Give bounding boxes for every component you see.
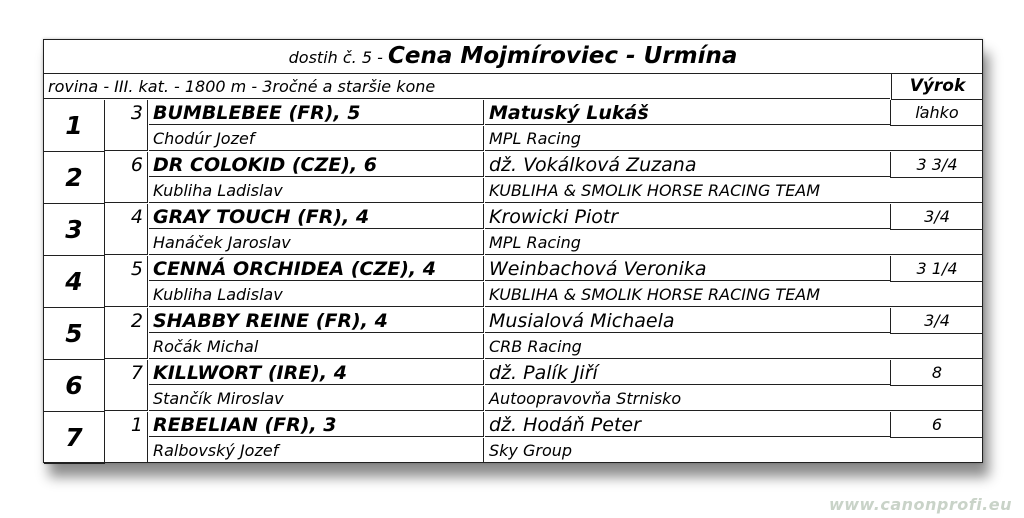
owner-name: Autoopravovňa Strnisko bbox=[485, 386, 982, 411]
jockey-name: Matuský Lukáš bbox=[485, 100, 890, 125]
race-name: Cena Mojmíroviec - Urmína bbox=[387, 43, 738, 69]
owner-name: KUBLIHA & SMOLIK HORSE RACING TEAM bbox=[485, 282, 982, 307]
place-number: 1 bbox=[44, 100, 105, 152]
result-margin: 3 3/4 bbox=[890, 152, 983, 178]
result-row bbox=[44, 204, 982, 256]
place-number: 5 bbox=[44, 308, 105, 360]
start-number: 5 bbox=[105, 256, 148, 307]
results-card bbox=[43, 39, 983, 463]
result-row bbox=[44, 412, 982, 464]
start-number: 2 bbox=[105, 308, 148, 359]
trainer-name: Stančík Miroslav bbox=[149, 386, 484, 411]
horse-name: DR COLOKID (CZE), 6 bbox=[149, 152, 484, 177]
start-number: 4 bbox=[105, 204, 148, 255]
start-number: 1 bbox=[105, 412, 148, 463]
race-conditions: rovina - III. kat. - 1800 m - 3ročné a staršie kone bbox=[44, 74, 890, 99]
result-row bbox=[44, 308, 982, 360]
trainer-name: Chodúr Jozef bbox=[149, 126, 484, 151]
start-number: 7 bbox=[105, 360, 148, 411]
horse-name: GRAY TOUCH (FR), 4 bbox=[149, 204, 484, 229]
result-row bbox=[44, 360, 982, 412]
jockey-name: dž. Vokálková Zuzana bbox=[485, 152, 890, 177]
jockey-name: Musialová Michaela bbox=[485, 308, 890, 333]
jockey-name: Weinbachová Veronika bbox=[485, 256, 890, 281]
jockey-name: dž. Palík Jiří bbox=[485, 360, 890, 385]
owner-name: CRB Racing bbox=[485, 334, 982, 359]
jockey-name: dž. Hodáň Peter bbox=[485, 412, 890, 437]
result-row bbox=[44, 256, 982, 308]
place-number: 6 bbox=[44, 360, 105, 412]
result-column-header: Výrok bbox=[891, 74, 983, 100]
result-margin: 3/4 bbox=[890, 308, 983, 334]
trainer-name: Ralbovský Jozef bbox=[149, 438, 484, 463]
place-number: 2 bbox=[44, 152, 105, 204]
result-margin: 3/4 bbox=[890, 204, 983, 230]
result-margin: ľahko bbox=[890, 100, 983, 126]
owner-name: Sky Group bbox=[485, 438, 982, 463]
race-number: dostih č. 5 - bbox=[288, 48, 388, 67]
result-margin: 8 bbox=[890, 360, 983, 386]
trainer-name: Kubliha Ladislav bbox=[149, 178, 484, 203]
horse-name: SHABBY REINE (FR), 4 bbox=[149, 308, 484, 333]
trainer-name: Ročák Michal bbox=[149, 334, 484, 359]
watermark: www.canonprofi.eu bbox=[828, 495, 1012, 514]
result-row bbox=[44, 152, 982, 204]
place-number: 4 bbox=[44, 256, 105, 308]
trainer-name: Hanáček Jaroslav bbox=[149, 230, 484, 255]
trainer-name: Kubliha Ladislav bbox=[149, 282, 484, 307]
owner-name: KUBLIHA & SMOLIK HORSE RACING TEAM bbox=[485, 178, 982, 203]
result-row bbox=[44, 100, 982, 152]
race-title bbox=[44, 40, 982, 74]
owner-name: MPL Racing bbox=[485, 230, 982, 255]
place-number: 7 bbox=[44, 412, 105, 464]
jockey-name: Krowicki Piotr bbox=[485, 204, 890, 229]
place-number: 3 bbox=[44, 204, 105, 256]
result-margin: 6 bbox=[890, 412, 983, 438]
horse-name: REBELIAN (FR), 3 bbox=[149, 412, 484, 437]
horse-name: BUMBLEBEE (FR), 5 bbox=[149, 100, 484, 125]
start-number: 3 bbox=[105, 100, 148, 151]
result-margin: 3 1/4 bbox=[890, 256, 983, 282]
horse-name: KILLWORT (IRE), 4 bbox=[149, 360, 484, 385]
start-number: 6 bbox=[105, 152, 148, 203]
horse-name: CENNÁ ORCHIDEA (CZE), 4 bbox=[149, 256, 484, 281]
owner-name: MPL Racing bbox=[485, 126, 982, 151]
